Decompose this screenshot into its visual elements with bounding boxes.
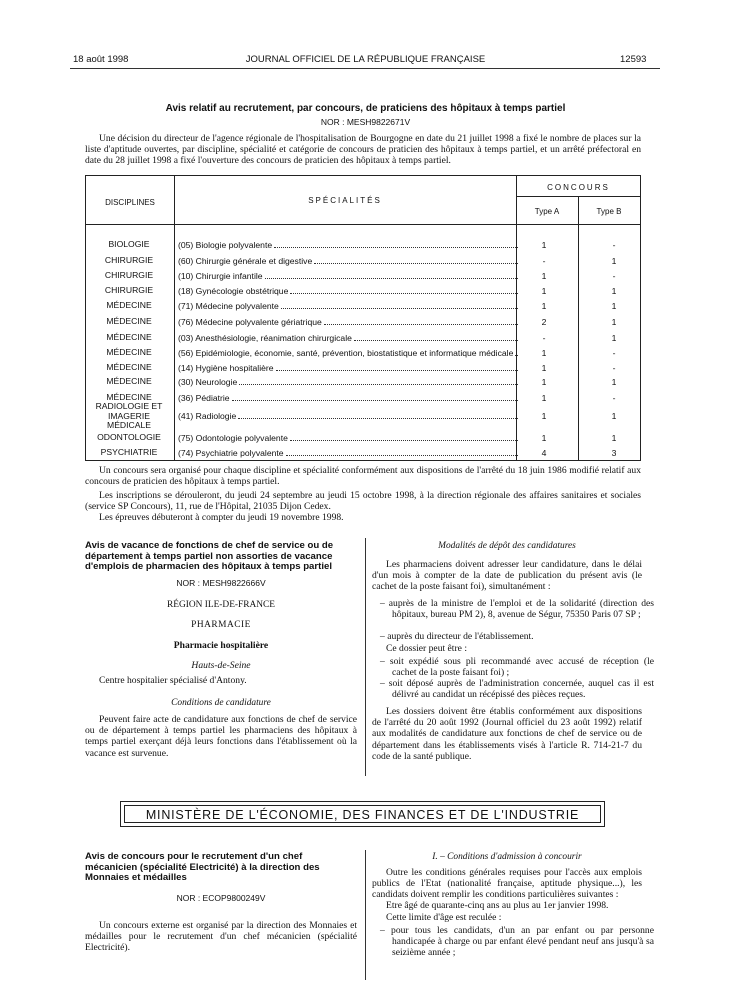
discipline-cell: MÉDECINE xyxy=(106,376,152,386)
specialite-cell xyxy=(178,363,520,373)
type-a-cell: 1 xyxy=(541,286,547,296)
col-specialites: SPÉCIALITÉS xyxy=(308,196,382,205)
specialite-cell xyxy=(178,448,520,458)
discipline-cell: MÉDECINE xyxy=(106,316,152,326)
specialite-cell xyxy=(178,256,520,266)
col-disciplines: DISCIPLINES xyxy=(105,198,155,207)
discipline-cell: MÉDECINE xyxy=(106,362,152,372)
issue-date: 18 août 1998 xyxy=(73,54,129,65)
type-b-cell: 1 xyxy=(611,433,617,443)
col-concours: CONCOURS xyxy=(547,183,610,192)
specialite-cell xyxy=(178,317,520,327)
col-type-b: Type B xyxy=(596,207,622,216)
type-b-cell: - xyxy=(612,348,616,358)
avis2-nor: NOR : MESH9822666V xyxy=(176,578,266,588)
type-b-cell: - xyxy=(612,363,616,373)
leader-dots xyxy=(238,418,518,419)
specialite-text: (10) Chirurgie infantile xyxy=(178,271,263,281)
type-a-cell: 1 xyxy=(541,433,547,443)
type-b-cell: 1 xyxy=(611,317,617,327)
avis2-item-2: – auprès du directeur de l'établissement. xyxy=(380,631,534,642)
page-number: 12593 xyxy=(620,54,647,65)
col-type-a: Type A xyxy=(534,207,560,216)
table-hline xyxy=(516,196,641,197)
avis2-conditions-text: Peuvent faire acte de candidature aux fonctions de chef de service ou de département à temps partiel les pharmaciens des hôpitaux à temps partiel exerçant déjà leurs fonctions dans l'établissement où la vacance est survenue. xyxy=(85,714,357,759)
column-divider xyxy=(365,538,366,776)
leader-dots xyxy=(324,324,518,325)
column-divider xyxy=(365,850,366,980)
avis2-modalites-text: Les pharmaciens doivent adresser leur candidature, dans le délai d'un mois à compter de la date de publication du présent avis (le cachet de la poste faisant foi), simultanément : xyxy=(372,559,642,593)
type-a-cell: 1 xyxy=(541,363,547,373)
type-a-cell: 1 xyxy=(541,240,547,250)
specialite-text: (71) Médecine polyvalente xyxy=(178,301,279,311)
specialite-text: (60) Chirurgie générale et digestive xyxy=(178,256,313,266)
avis2-modalites-heading: Modalités de dépôt des candidatures xyxy=(438,541,576,551)
avis2-departement: Hauts-de-Seine xyxy=(191,660,251,671)
table-vline xyxy=(578,196,579,460)
type-b-cell: - xyxy=(612,271,616,281)
specialite-text: (05) Biologie polyvalente xyxy=(178,240,273,250)
specialite-cell xyxy=(178,301,520,311)
specialite-cell xyxy=(178,271,520,281)
avis2-item-4: – soit déposé auprès de l'administration concernée, auquel cas il est délivré au candidat un récépissé des pièces reçues. xyxy=(380,678,654,701)
avis3-item-1: – pour tous les candidats, d'un an par enfant ou par personne handicapée à charge ou par enfant élevé pendant neuf ans jusqu'à sa seizième année ; xyxy=(380,925,654,959)
avis1-after-3: Les épreuves débuteront à compter du jeudi 19 novembre 1998. xyxy=(99,512,344,523)
avis3-nor: NOR : ECOP9800249V xyxy=(176,893,266,903)
specialite-cell xyxy=(178,286,520,296)
avis3-conditions-text: Outre les conditions générales requises pour l'accès aux emplois publics de l'Etat (nationalité française, aptitude physique...), les candidats doivent remplir les conditions particulières suivantes : xyxy=(372,867,642,901)
discipline-cell: MÉDECINE xyxy=(106,300,152,310)
avis2-pharmacie: PHARMACIE xyxy=(191,620,251,630)
ministry-box xyxy=(120,801,605,827)
avis3-conditions-heading: I. – Conditions d'admission à concourir xyxy=(432,852,582,862)
specialite-cell xyxy=(178,433,520,443)
leader-dots xyxy=(274,247,518,248)
type-b-cell: 1 xyxy=(611,286,617,296)
avis1-intro: Une décision du directeur de l'agence régionale de l'hospitalisation de Bourgogne en date du 21 juillet 1998 a fixé le nombre de places sur la liste d'aptitude ouvertes, par discipline, spécialité et catégorie de concours de praticien des hôpitaux à temps partiel, et un arrêté préfectoral en date du 28 juillet 1998 a fixé l'ouverture des concours de praticien des hôpitaux à temps partiel. xyxy=(85,133,641,167)
leader-dots xyxy=(239,384,518,385)
avis2-centre: Centre hospitalier spécialisé d'Antony. xyxy=(99,675,247,686)
type-b-cell: 1 xyxy=(611,377,617,387)
type-a-cell: 1 xyxy=(541,393,547,403)
specialite-text: (36) Pédiatrie xyxy=(178,393,230,403)
specialite-cell xyxy=(178,377,520,387)
type-a-cell: 2 xyxy=(541,317,547,327)
type-b-cell: 1 xyxy=(611,411,617,421)
avis2-region: RÉGION ILE-DE-FRANCE xyxy=(166,600,276,610)
discipline-cell: PSYCHIATRIE xyxy=(100,447,158,457)
specialite-text: (41) Radiologie xyxy=(178,411,237,421)
avis2-final: Les dossiers doivent être établis conformément aux dispositions de l'arrêté du 20 août 1992 (Journal officiel du 23 août 1992) relatif aux modalités de candidature aux fonctions de chef de service ou de département dans les établissements visés à l'article R. 714-21-7 du code de la santé publique. xyxy=(372,706,642,762)
avis1-nor: NOR : MESH9822671V xyxy=(320,117,411,127)
type-a-cell: - xyxy=(542,333,546,343)
specialite-text: (14) Hygiène hospitalière xyxy=(178,363,274,373)
header-rule xyxy=(70,68,660,69)
concours-table xyxy=(85,175,641,461)
avis3-title: Avis de concours pour le recrutement d'un chef mécanicien (spécialité Electricité) à la direction des Monnaies et médailles xyxy=(85,851,320,884)
discipline-cell: CHIRURGIE xyxy=(104,285,154,295)
leader-dots xyxy=(281,308,518,309)
avis1-after-1: Un concours sera organisé pour chaque discipline et spécialité conformément aux dispositions de l'arrêté du 18 juin 1986 modifié relatif aux concours de praticien des hôpitaux à temps partiel. xyxy=(85,465,641,488)
avis2-conditions-heading: Conditions de candidature xyxy=(171,698,271,708)
type-b-cell: 3 xyxy=(611,448,617,458)
discipline-cell: MÉDECINE xyxy=(106,392,152,402)
type-a-cell: 1 xyxy=(541,271,547,281)
specialite-cell xyxy=(178,333,520,343)
discipline-cell: CHIRURGIE xyxy=(104,255,154,265)
leader-dots xyxy=(232,400,518,401)
leader-dots xyxy=(290,440,518,441)
type-b-cell: 1 xyxy=(611,301,617,311)
specialite-text: (76) Médecine polyvalente gériatrique xyxy=(178,317,322,327)
type-b-cell: - xyxy=(612,393,616,403)
discipline-cell: ODONTOLOGIE xyxy=(97,432,161,442)
type-a-cell: 1 xyxy=(541,377,547,387)
journal-name: JOURNAL OFFICIEL DE LA RÉPUBLIQUE FRANÇAISE xyxy=(245,54,486,65)
discipline-cell: RADIOLOGIE ET IMAGERIE MÉDICALE xyxy=(95,401,163,430)
type-a-cell: 4 xyxy=(541,448,547,458)
type-a-cell: 1 xyxy=(541,301,547,311)
specialite-cell xyxy=(178,240,520,250)
table-hline xyxy=(86,224,640,225)
leader-dots xyxy=(354,340,518,341)
specialite-cell xyxy=(178,393,520,403)
ministry-title: MINISTÈRE DE L'ÉCONOMIE, DES FINANCES ET DE L'INDUSTRIE xyxy=(124,805,601,823)
table-vline xyxy=(174,176,175,460)
avis2-dossier: Ce dossier peut être : xyxy=(386,643,467,654)
avis3-text: Un concours externe est organisé par la direction des Monnaies et médailles pour le recrutement d'un chef mécanicien (spécialité Electricité). xyxy=(85,920,357,954)
type-a-cell: 1 xyxy=(541,348,547,358)
avis3-age: Etre âgé de quarante-cinq ans au plus au 1er janvier 1998. xyxy=(386,900,609,911)
specialite-cell xyxy=(178,348,520,358)
leader-dots xyxy=(276,370,518,371)
specialite-text: (56) Epidémiologie, économie, santé, prévention, biostatistique et informatique médicale xyxy=(178,348,514,358)
avis2-item-3: – soit expédié sous pli recommandé avec accusé de réception (le cachet de la poste faisant foi) ; xyxy=(380,656,654,679)
discipline-cell: MÉDECINE xyxy=(106,347,152,357)
avis2-item-1: – auprès de la ministre de l'emploi et de la solidarité (direction des hôpitaux, bureau PM 2), 8, avenue de Ségur, 75350 Paris 07 SP ; xyxy=(380,598,654,621)
specialite-cell xyxy=(178,411,520,421)
type-b-cell: 1 xyxy=(611,333,617,343)
discipline-cell: BIOLOGIE xyxy=(108,239,150,249)
type-a-cell: 1 xyxy=(541,411,547,421)
specialite-text: (03) Anesthésiologie, réanimation chirurgicale xyxy=(178,333,352,343)
avis3-recul: Cette limite d'âge est reculée : xyxy=(386,912,502,923)
specialite-text: (74) Psychiatrie polyvalente xyxy=(178,448,284,458)
avis2-title: Avis de vacance de fonctions de chef de service ou de département à temps partiel non assorties de vacance d'emplois de pharmacien des hôpitaux à temps partiel xyxy=(85,540,334,573)
specialite-text: (75) Odontologie polyvalente xyxy=(178,433,288,443)
specialite-text: (18) Gynécologie obstétrique xyxy=(178,286,289,296)
leader-dots xyxy=(265,278,518,279)
avis2-pharmacie-hosp: Pharmacie hospitalière xyxy=(173,640,269,651)
leader-dots xyxy=(286,455,518,456)
leader-dots xyxy=(314,263,518,264)
type-b-cell: 1 xyxy=(611,256,617,266)
leader-dots xyxy=(290,293,518,294)
avis1-title: Avis relatif au recrutement, par concours, de praticiens des hôpitaux à temps partiel xyxy=(165,103,566,114)
type-a-cell: - xyxy=(542,256,546,266)
type-b-cell: - xyxy=(612,240,616,250)
specialite-text: (30) Neurologie xyxy=(178,377,238,387)
avis1-after-2: Les inscriptions se dérouleront, du jeudi 24 septembre au jeudi 15 octobre 1998, à la direction régionale des affaires sanitaires et sociales (service SP Concours), 11, rue de l'Hôpital, 21035 Dijon Cedex. xyxy=(85,490,641,513)
discipline-cell: MÉDECINE xyxy=(106,332,152,342)
discipline-cell: CHIRURGIE xyxy=(104,270,154,280)
